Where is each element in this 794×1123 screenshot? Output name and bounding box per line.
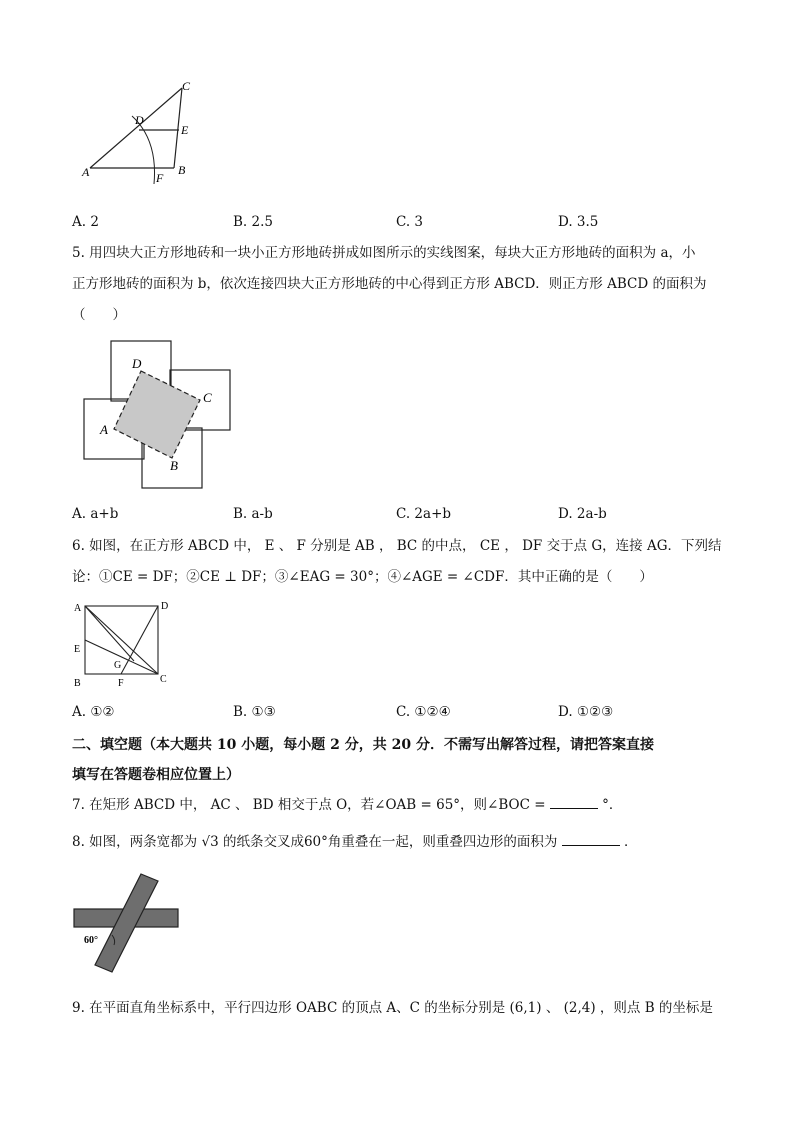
q6-option-b[interactable]: B. ①③ [233,704,276,720]
q6-label-b: B [74,678,81,689]
q5-label-b: B [170,458,178,473]
q8-text-before: 8. 如图，两条宽都为 √3 的纸条交叉成60°角重叠在一起，则重叠四边形的面积为 [72,834,558,850]
q6-label-e: E [74,644,81,655]
q8-answer-blank[interactable] [562,831,620,846]
section-2-heading-line-2: 填写在答题卷相应位置上） [72,767,240,783]
q6-label-a: A [74,603,82,614]
q6-option-a[interactable]: A. ①② [72,704,115,720]
q4-label-a: A [82,165,90,179]
q4-label-e: E [181,123,189,137]
q5-label-a: A [100,422,108,437]
q5-option-a[interactable]: A. a+b [72,506,119,522]
q6-option-d[interactable]: D. ①②③ [558,704,614,720]
q6-label-c: C [160,674,167,685]
q7-answer-blank[interactable] [550,794,598,809]
q4-option-c[interactable]: C. 3 [396,214,424,230]
q5-option-c[interactable]: C. 2a+b [396,506,452,522]
q4-label-f: F [156,171,164,185]
q5-line-1: 5. 用四块大正方形地砖和一块小正方形地砖拼成如图所示的实线图案，每块大正方形地砖的面积为 a，小 [72,245,696,261]
q5-shaded-square [114,371,200,458]
q8-question [72,831,637,852]
q6-figure [72,598,182,690]
q8-angle-label: 60° [84,935,98,946]
q9-line-1: 9. 在平面直角坐标系中，平行四边形 OABC 的顶点 A、C 的坐标分别是 (6,1) 、 (2,4) ，则点 B 的坐标是 [72,1000,713,1016]
q5-option-b[interactable]: B. a-b [233,506,273,522]
q4-label-d: D [135,113,144,127]
q6-option-c[interactable]: C. ①②④ [396,704,451,720]
q5-figure [80,338,236,492]
q5-label-d: D [132,356,142,371]
q5-line-3: （ ） [72,307,126,323]
q4-option-b[interactable]: B. 2.5 [233,214,273,230]
q5-label-c: C [203,390,212,405]
q7-text-after: °． [602,797,623,813]
q4-option-d[interactable]: D. 3.5 [558,214,599,230]
q6-label-g: G [114,660,122,671]
q6-line-1: 6. 如图，在正方形 ABCD 中， E 、 F 分别是 AB ， BC 的中点， CE ， DF 交于点 G，连接 AG．下列结 [72,538,722,554]
q4-option-a[interactable]: A. 2 [72,214,99,230]
q8-text-after: ． [623,834,638,850]
q6-label-f: F [118,678,124,689]
q7-question [72,794,622,815]
section-2-heading-line-1: 二、填空题（本大题共 10 小题，每小题 2 分，共 20 分．不需写出解答过程，请把答案直接 [72,737,654,753]
q5-line-2: 正方形地砖的面积为 b，依次连接四块大正方形地砖的中心得到正方形 ABCD．则正方形 ABCD 的面积为 [72,276,707,292]
q4-label-b: B [178,163,186,177]
q8-figure [70,868,182,976]
q5-option-d[interactable]: D. 2a-b [558,506,607,522]
q7-text-before: 7. 在矩形 ABCD 中， AC 、 BD 相交于点 O，若∠OAB = 65°，则∠BOC = [72,797,546,813]
q6-label-d: D [161,601,169,612]
q4-label-c: C [182,79,191,93]
q6-line-2: 论：①CE = DF；②CE ⊥ DF；③∠EAG = 30°；④∠AGE = ∠CDF．其中正确的是（ ） [72,569,653,585]
q4-figure [80,78,200,188]
